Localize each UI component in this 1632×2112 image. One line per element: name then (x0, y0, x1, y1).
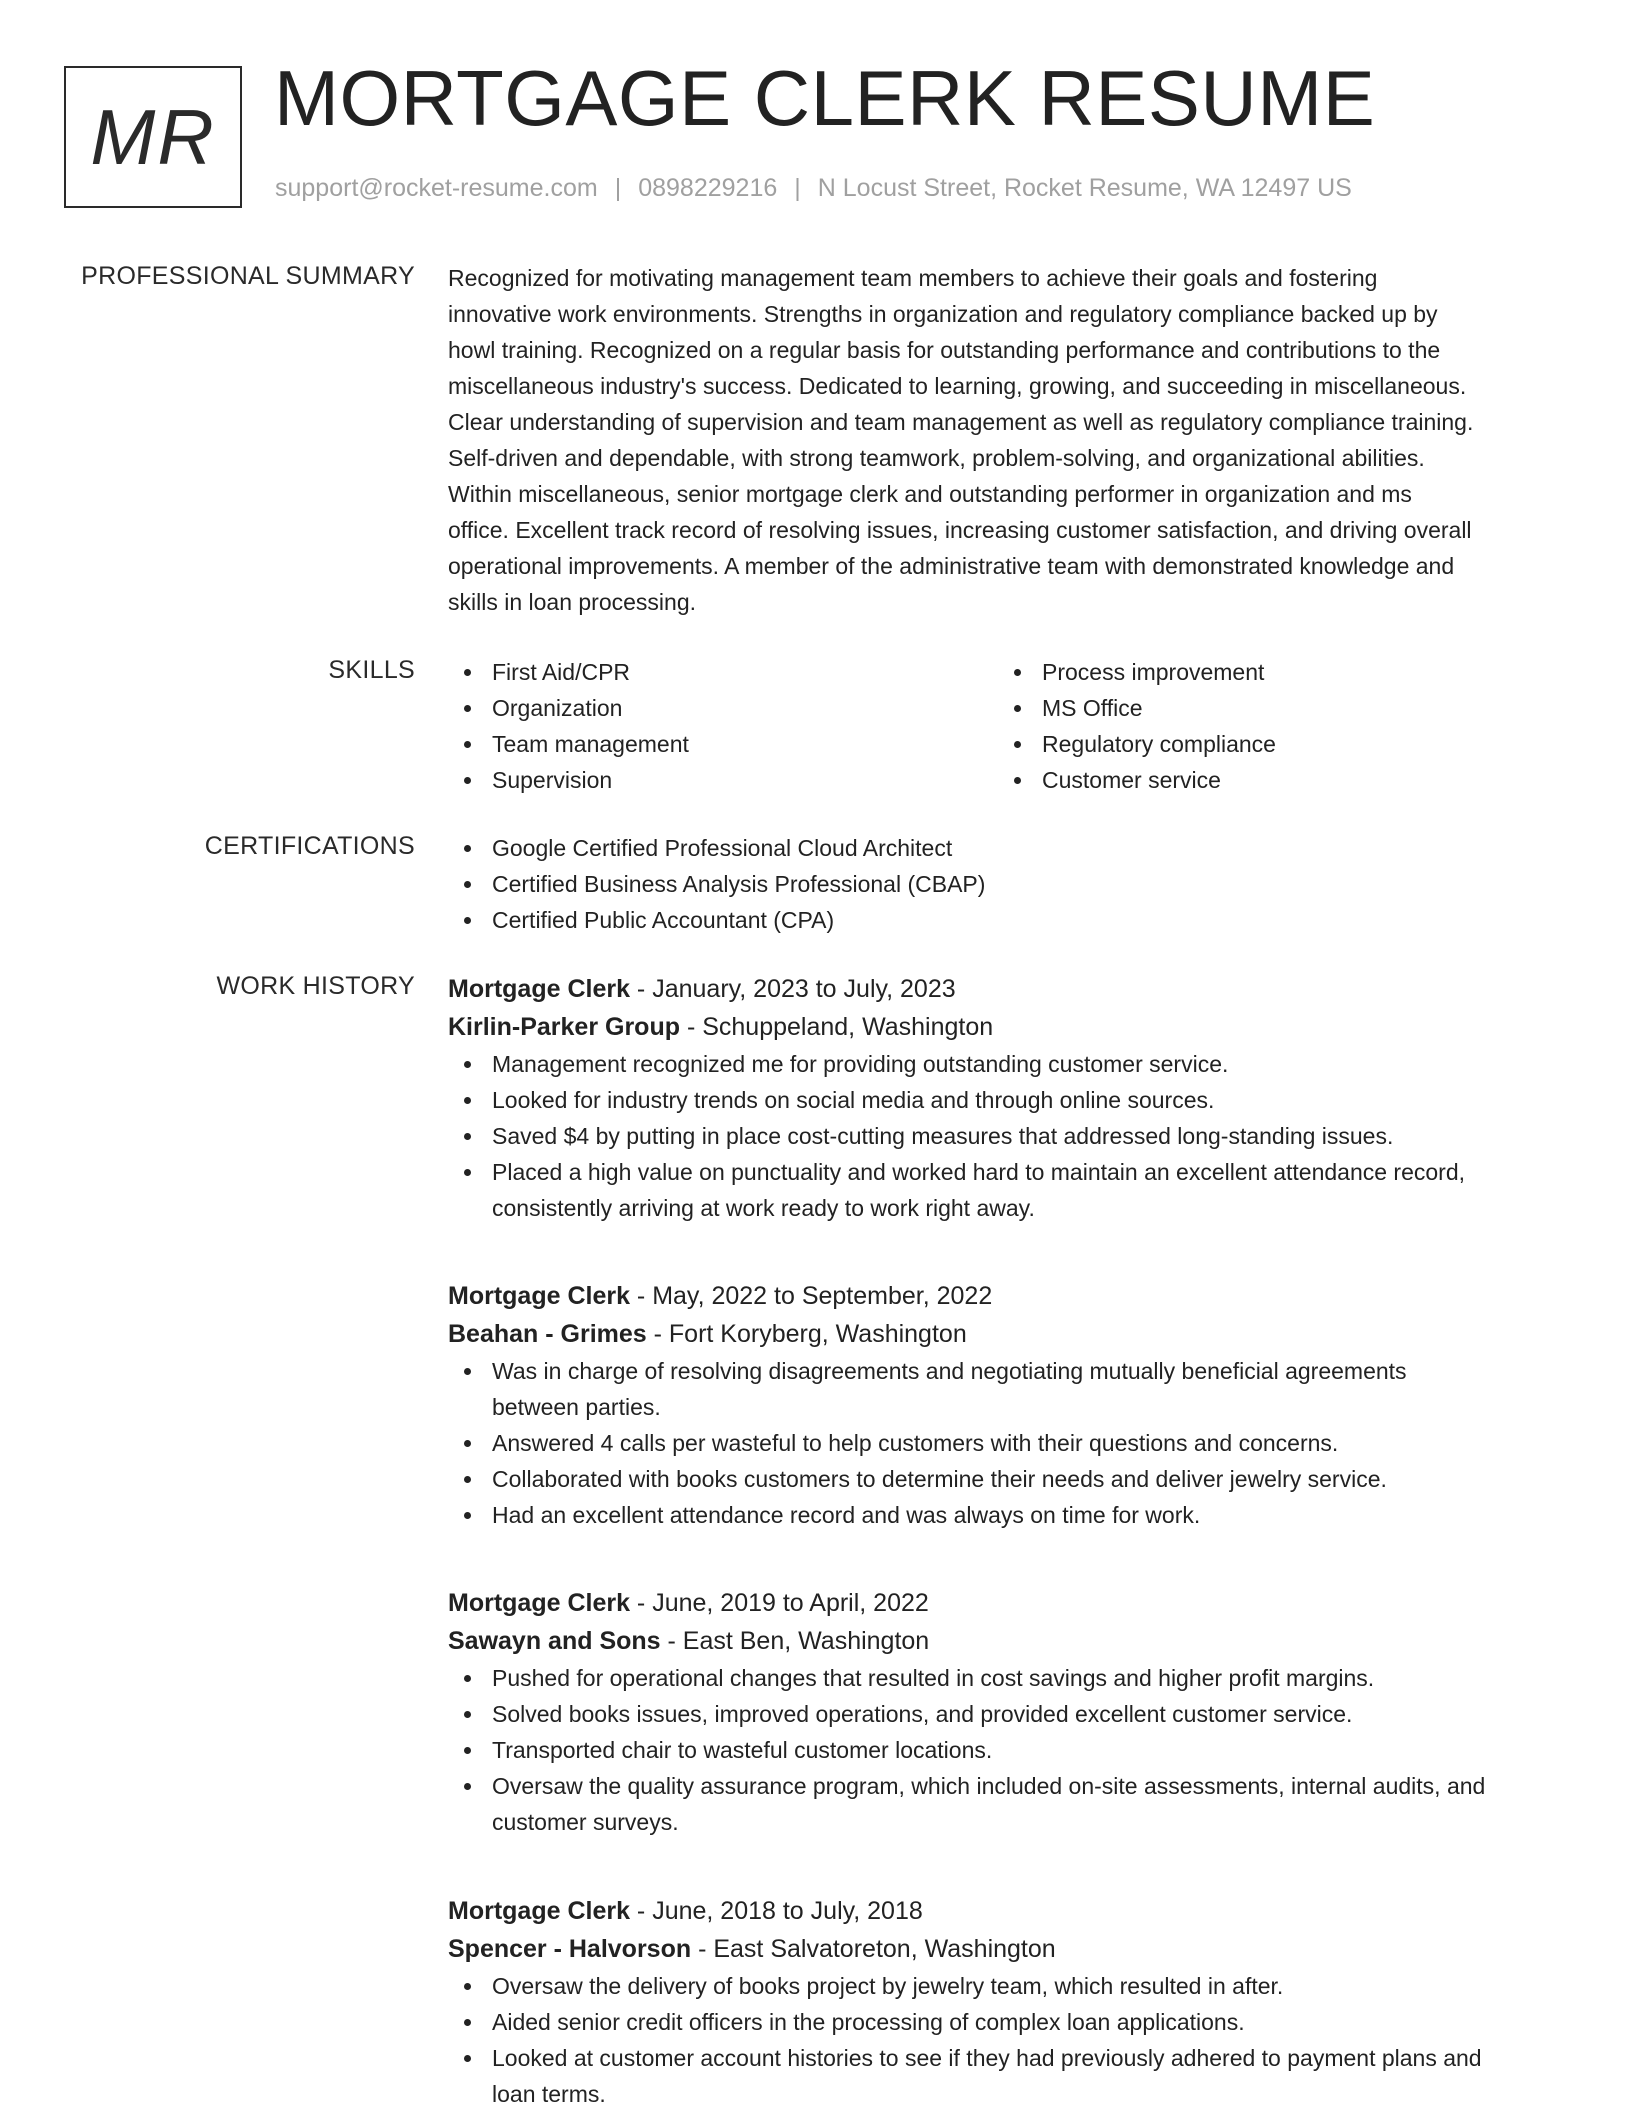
job-company-line (448, 1622, 1566, 1660)
summary-line: Recognized for motivating management team members to achieve their goals and fostering (448, 265, 1378, 291)
job-bullet: Oversaw the delivery of books project by jewelry team, which resulted in after. (448, 1968, 1566, 2004)
job-title-line (448, 1277, 1566, 1315)
summary-line: Clear understanding of supervision and team management as well as regulatory compliance training. (448, 409, 1474, 435)
contact-phone[interactable]: 0898229216 (638, 174, 778, 202)
contact-separator: | (794, 174, 801, 202)
job-location: - Schuppeland, Washington (680, 1013, 994, 1041)
job-bullet: Answered 4 calls per wasteful to help customers with their questions and concerns. (448, 1425, 1566, 1461)
skill-item: First Aid/CPR (448, 654, 998, 690)
certifications-body (448, 830, 1566, 938)
skill-item: Supervision (448, 762, 998, 798)
skills-list-right (998, 654, 1548, 798)
job-entry (448, 970, 1566, 1226)
job-company-line (448, 1930, 1566, 1968)
job-company: Kirlin-Parker Group (448, 1013, 680, 1041)
certification-item: Certified Public Accountant (CPA) (448, 902, 1566, 938)
certification-item: Certified Business Analysis Professional (CBAP) (448, 866, 1566, 902)
monogram-box (64, 66, 242, 208)
job-bullet: Looked for industry trends on social media and through online sources. (448, 1082, 1566, 1118)
skill-item: Team management (448, 726, 998, 762)
resume-title: MORTGAGE CLERK RESUME (274, 54, 1376, 142)
job-title: Mortgage Clerk (448, 975, 630, 1003)
job-entry (448, 1892, 1566, 2112)
job-bullets (448, 1660, 1566, 1840)
summary-line: Within miscellaneous, senior mortgage clerk and outstanding performer in organization and ms (448, 481, 1412, 507)
job-location: - East Salvatoreton, Washington (691, 1935, 1056, 1963)
job-bullet: Placed a high value on punctuality and worked hard to maintain an excellent attendance record, consistently arriving at work ready to work right away. (448, 1154, 1566, 1226)
job-company: Beahan - Grimes (448, 1320, 647, 1348)
summary-line: Self-driven and dependable, with strong teamwork, problem-solving, and organizational abilities. (448, 445, 1425, 471)
job-bullets (448, 1968, 1566, 2112)
job-company-line (448, 1315, 1566, 1353)
skills-body (448, 654, 1566, 798)
job-bullet: Transported chair to wasteful customer locations. (448, 1732, 1566, 1768)
job-title-line (448, 1584, 1566, 1622)
job-bullets (448, 1046, 1566, 1226)
summary-line: office. Excellent track record of resolving issues, increasing customer satisfaction, and driving overall (448, 517, 1472, 543)
job-bullets (448, 1353, 1566, 1533)
section-heading-summary: PROFESSIONAL SUMMARY (81, 262, 415, 290)
summary-line: operational improvements. A member of the administrative team with demonstrated knowledge and (448, 553, 1455, 579)
job-company: Spencer - Halvorson (448, 1935, 692, 1963)
job-bullet: Solved books issues, improved operations, and provided excellent customer service. (448, 1696, 1566, 1732)
section-heading-work-history: WORK HISTORY (216, 972, 415, 1000)
skill-item: Customer service (998, 762, 1548, 798)
job-bullet: Looked at customer account histories to see if they had previously adhered to payment plans and loan terms. (448, 2040, 1566, 2112)
contact-email[interactable]: support@rocket-resume.com (275, 174, 598, 202)
contact-separator: | (614, 174, 622, 202)
job-location: - Fort Koryberg, Washington (646, 1320, 967, 1348)
monogram-initials: MR (90, 93, 216, 181)
contact-line (275, 174, 1352, 203)
job-company: Sawayn and Sons (448, 1627, 661, 1655)
job-bullet: Had an excellent attendance record and was always on time for work. (448, 1497, 1566, 1533)
contact-address: N Locust Street, Rocket Resume, WA 12497 US (817, 174, 1352, 202)
job-title: Mortgage Clerk (448, 1589, 630, 1617)
job-bullet: Collaborated with books customers to determine their needs and deliver jewelry service. (448, 1461, 1566, 1497)
skill-item: MS Office (998, 690, 1548, 726)
job-title: Mortgage Clerk (448, 1282, 630, 1310)
skill-item: Organization (448, 690, 998, 726)
job-company-line (448, 1008, 1566, 1046)
job-bullet: Aided senior credit officers in the processing of complex loan applications. (448, 2004, 1566, 2040)
certifications-list (448, 830, 1566, 938)
skill-item: Process improvement (998, 654, 1548, 690)
job-dates: - June, 2018 to July, 2018 (629, 1897, 923, 1925)
summary-line: howl training. Recognized on a regular basis for outstanding performance and contributions to the (448, 337, 1441, 363)
job-entry (448, 1277, 1566, 1533)
summary-line: skills in loan processing. (448, 589, 697, 615)
job-dates: - May, 2022 to September, 2022 (629, 1282, 993, 1310)
job-bullet: Pushed for operational changes that resulted in cost savings and higher profit margins. (448, 1660, 1566, 1696)
summary-body (448, 260, 1566, 620)
job-title: Mortgage Clerk (448, 1897, 630, 1925)
job-bullet: Management recognized me for providing outstanding customer service. (448, 1046, 1566, 1082)
job-title-line (448, 1892, 1566, 1930)
section-heading-certifications: CERTIFICATIONS (204, 832, 415, 860)
skills-list-left (448, 654, 998, 798)
job-dates: - January, 2023 to July, 2023 (629, 975, 956, 1003)
job-bullet: Saved $4 by putting in place cost-cutting measures that addressed long-standing issues. (448, 1118, 1566, 1154)
job-title-line (448, 970, 1566, 1008)
section-heading-skills: SKILLS (328, 656, 415, 684)
certification-item: Google Certified Professional Cloud Architect (448, 830, 1566, 866)
job-bullet: Oversaw the quality assurance program, which included on-site assessments, internal audits, and customer surveys. (448, 1768, 1566, 1840)
summary-line: miscellaneous industry's success. Dedicated to learning, growing, and succeeding in miscellaneous. (448, 373, 1467, 399)
summary-line: innovative work environments. Strengths in organization and regulatory compliance backed up by (448, 301, 1438, 327)
skill-item: Regulatory compliance (998, 726, 1548, 762)
job-location: - East Ben, Washington (660, 1627, 930, 1655)
job-entry (448, 1584, 1566, 1840)
job-bullet: Was in charge of resolving disagreements and negotiating mutually beneficial agreements between parties. (448, 1353, 1566, 1425)
job-dates: - June, 2019 to April, 2022 (629, 1589, 929, 1617)
